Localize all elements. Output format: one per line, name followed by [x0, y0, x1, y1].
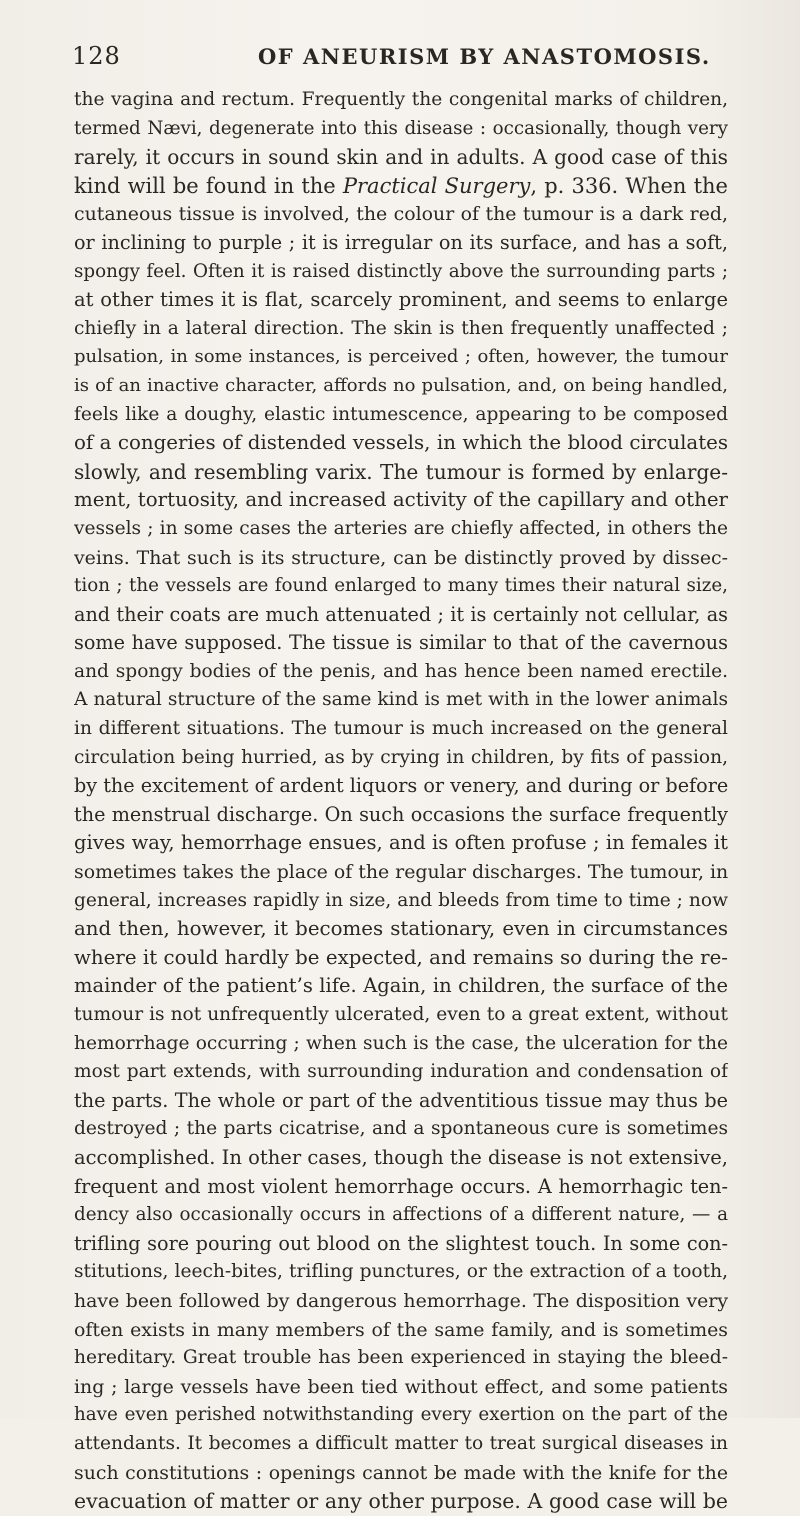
text-line: kind will be found in the Practical Surgery, p. 336. When the: [74, 173, 728, 198]
text-line: dency also occasionally occurs in affections of a different nature, — a: [74, 1204, 728, 1226]
text-line: chiefly in a lateral direction. The skin is then frequently unaffected ;: [74, 317, 728, 339]
text-line: the menstrual discharge. On such occasions the surface frequently: [74, 802, 728, 826]
text-line: by the excitement of ardent liquors or venery, and during or before: [74, 774, 728, 798]
text-line: in different situations. The tumour is much increased on the general: [74, 718, 728, 740]
text-line: evacuation of matter or any other purpose. A good case will be: [74, 1489, 728, 1514]
text-line: where it could hardly be expected, and remains so during the re-: [74, 945, 728, 969]
text-line: circulation being hurried, as by crying in children, by fits of passion,: [74, 746, 728, 768]
text-line: pulsation, in some instances, is perceived ; often, however, the tumour: [74, 346, 728, 368]
text-line: frequent and most violent hemorrhage occurs. A hemorrhagic ten-: [74, 1174, 728, 1198]
text-line: tion ; the vessels are found enlarged to many times their natural size,: [74, 575, 728, 597]
text-line: have even perished notwithstanding every exertion on the part of the: [74, 1404, 728, 1426]
text-line: mainder of the patient’s life. Again, in children, the surface of the: [74, 974, 728, 998]
text-line: the parts. The whole or part of the adventitious tissue may thus be: [74, 1088, 728, 1112]
text-line: hereditary. Great trouble has been experienced in staying the bleed-: [74, 1347, 728, 1369]
text-line: and their coats are much attenuated ; it is certainly not cellular, as: [74, 602, 728, 626]
text-line: of a congeries of distended vessels, in which the blood circulates: [74, 431, 728, 455]
text-line: general, increases rapidly in size, and bleeds from time to time ; now: [74, 889, 728, 911]
text-line: destroyed ; the parts cicatrise, and a spontaneous cure is sometimes: [74, 1118, 728, 1140]
text-line: feels like a doughy, elastic intumescence, appearing to be composed: [74, 403, 728, 425]
text-line: spongy feel. Often it is raised distinctly above the surrounding parts ;: [74, 260, 728, 282]
text-line: ment, tortuosity, and increased activity of the capillary and other: [74, 488, 728, 512]
body-paragraph: [74, 86, 728, 1516]
text-line: stitutions, leech-bites, trifling punctures, or the extraction of a tooth,: [74, 1261, 728, 1283]
text-line: attendants. It becomes a difficult matter to treat surgical diseases in: [74, 1432, 728, 1454]
text-line: ing ; large vessels have been tied without effect, and some patients: [74, 1375, 728, 1398]
text-line: is of an inactive character, affords no pulsation, and, on being handled,: [74, 374, 728, 396]
text-line: or inclining to purple ; it is irregular on its surface, and has a soft,: [74, 230, 728, 254]
running-head: [72, 42, 730, 76]
text-line: veins. That such is its structure, can be distinctly proved by dissec-: [74, 546, 728, 569]
running-title: OF ANEURISM BY ANASTOMOSIS.: [258, 44, 711, 69]
text-line: A natural structure of the same kind is met with in the lower animals: [74, 689, 728, 711]
text-line: sometimes takes the place of the regular discharges. The tumour, in: [74, 861, 728, 884]
text-line: tumour is not unfrequently ulcerated, even to a great extent, without: [74, 1004, 728, 1025]
text-line: such constitutions : openings cannot be made with the knife for the: [74, 1461, 728, 1484]
text-line: trifling sore pouring out blood on the slightest touch. In some con-: [74, 1231, 728, 1255]
text-line: hemorrhage occurring ; when such is the case, the ulceration for the: [74, 1032, 728, 1054]
text-line: rarely, it occurs in sound skin and in adults. A good case of this: [74, 145, 728, 170]
text-line: gives way, hemorrhage ensues, and is often profuse ; in females it: [74, 831, 728, 855]
text-line: termed Nævi, degenerate into this disease : occasionally, though very: [74, 117, 728, 139]
text-line: most part extends, with surrounding induration and condensation of: [74, 1061, 728, 1083]
text-line: and then, however, it becomes stationary, even in circumstances: [74, 917, 728, 941]
text-line: slowly, and resembling varix. The tumour is formed by enlarge-: [74, 459, 728, 484]
page-number: 128: [72, 42, 121, 70]
text-line: cutaneous tissue is involved, the colour of the tumour is a dark red,: [74, 203, 728, 226]
text-line: often exists in many members of the same family, and is sometimes: [74, 1318, 728, 1341]
text-line: some have supposed. The tissue is similar to that of the cavernous: [74, 631, 728, 655]
text-line: the vagina and rectum. Frequently the congenital marks of children,: [74, 89, 728, 110]
text-line: and spongy bodies of the penis, and has hence been named erectile.: [74, 660, 728, 682]
text-line: vessels ; in some cases the arteries are chiefly affected, in others the: [74, 517, 728, 539]
text-line: accomplished. In other cases, though the disease is not extensive,: [74, 1145, 728, 1169]
text-line: have been followed by dangerous hemorrhage. The disposition very: [74, 1289, 728, 1312]
text-line: at other times it is flat, scarcely prominent, and seems to enlarge: [74, 288, 728, 312]
